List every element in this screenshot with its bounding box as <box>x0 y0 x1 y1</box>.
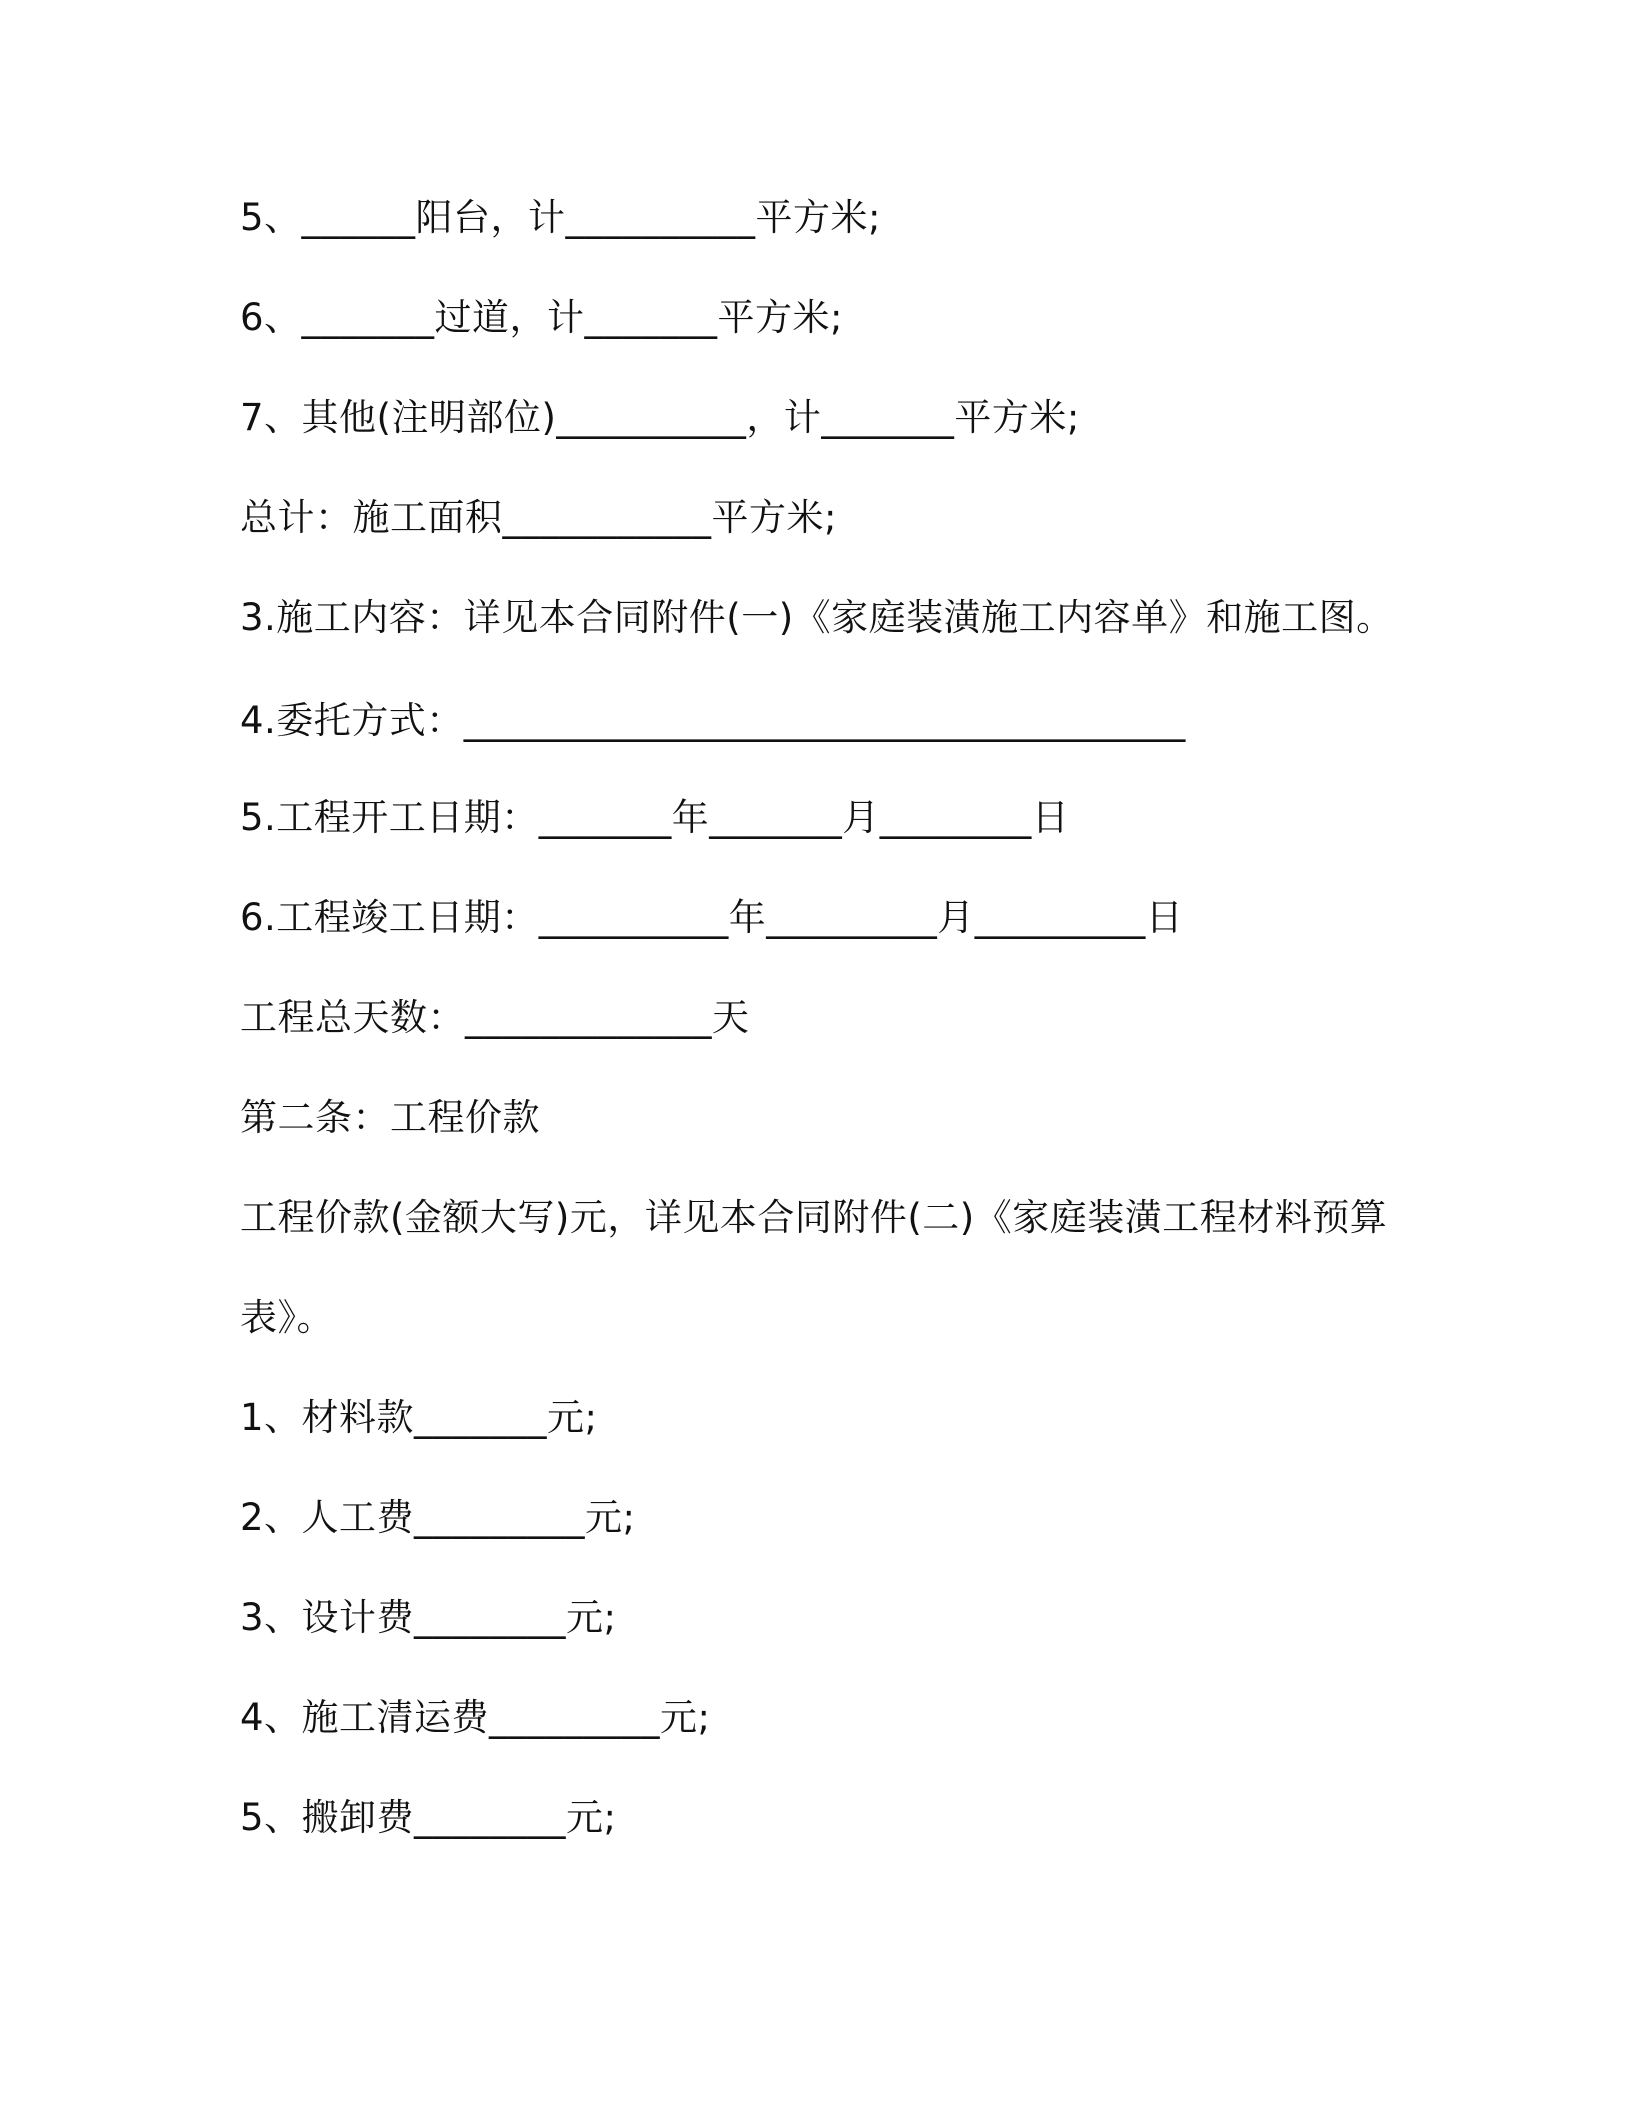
cleanup-fee-line: 4、施工清运费_________元; <box>240 1696 711 1739</box>
project-price-line-continued: 表》。 <box>240 1296 334 1339</box>
corridor-area-line: 6、_______过道，计_______平方米; <box>240 296 844 339</box>
total-days-line: 工程总天数：_____________天 <box>240 996 750 1039</box>
total-area-line: 总计：施工面积___________平方米; <box>240 496 837 539</box>
completion-date-line: 6.工程竣工日期：__________年_________月_________日 <box>240 896 1184 939</box>
balcony-area-line: 5、______阳台，计__________平方米; <box>240 196 882 239</box>
commission-method-line: 4.委托方式：______________________________________ <box>240 699 1186 742</box>
start-date-line: 5.工程开工日期：_______年_______月________日 <box>240 796 1070 839</box>
labor-cost-line: 2、人工费_________元; <box>240 1496 636 1539</box>
article-two-heading: 第二条：工程价款 <box>240 1096 540 1139</box>
construction-content-line: 3.施工内容：详见本合同附件(一)《家庭装潢施工内容单》和施工图。 <box>240 596 1394 639</box>
material-cost-line: 1、材料款_______元; <box>240 1396 598 1439</box>
project-price-line: 工程价款(金额大写)元，详见本合同附件(二)《家庭装潢工程材料预算 <box>240 1196 1388 1239</box>
design-fee-line: 3、设计费________元; <box>240 1596 617 1639</box>
other-area-line: 7、其他(注明部位)__________，计_______平方米; <box>240 396 1080 439</box>
moving-fee-line: 5、搬卸费________元; <box>240 1796 617 1839</box>
